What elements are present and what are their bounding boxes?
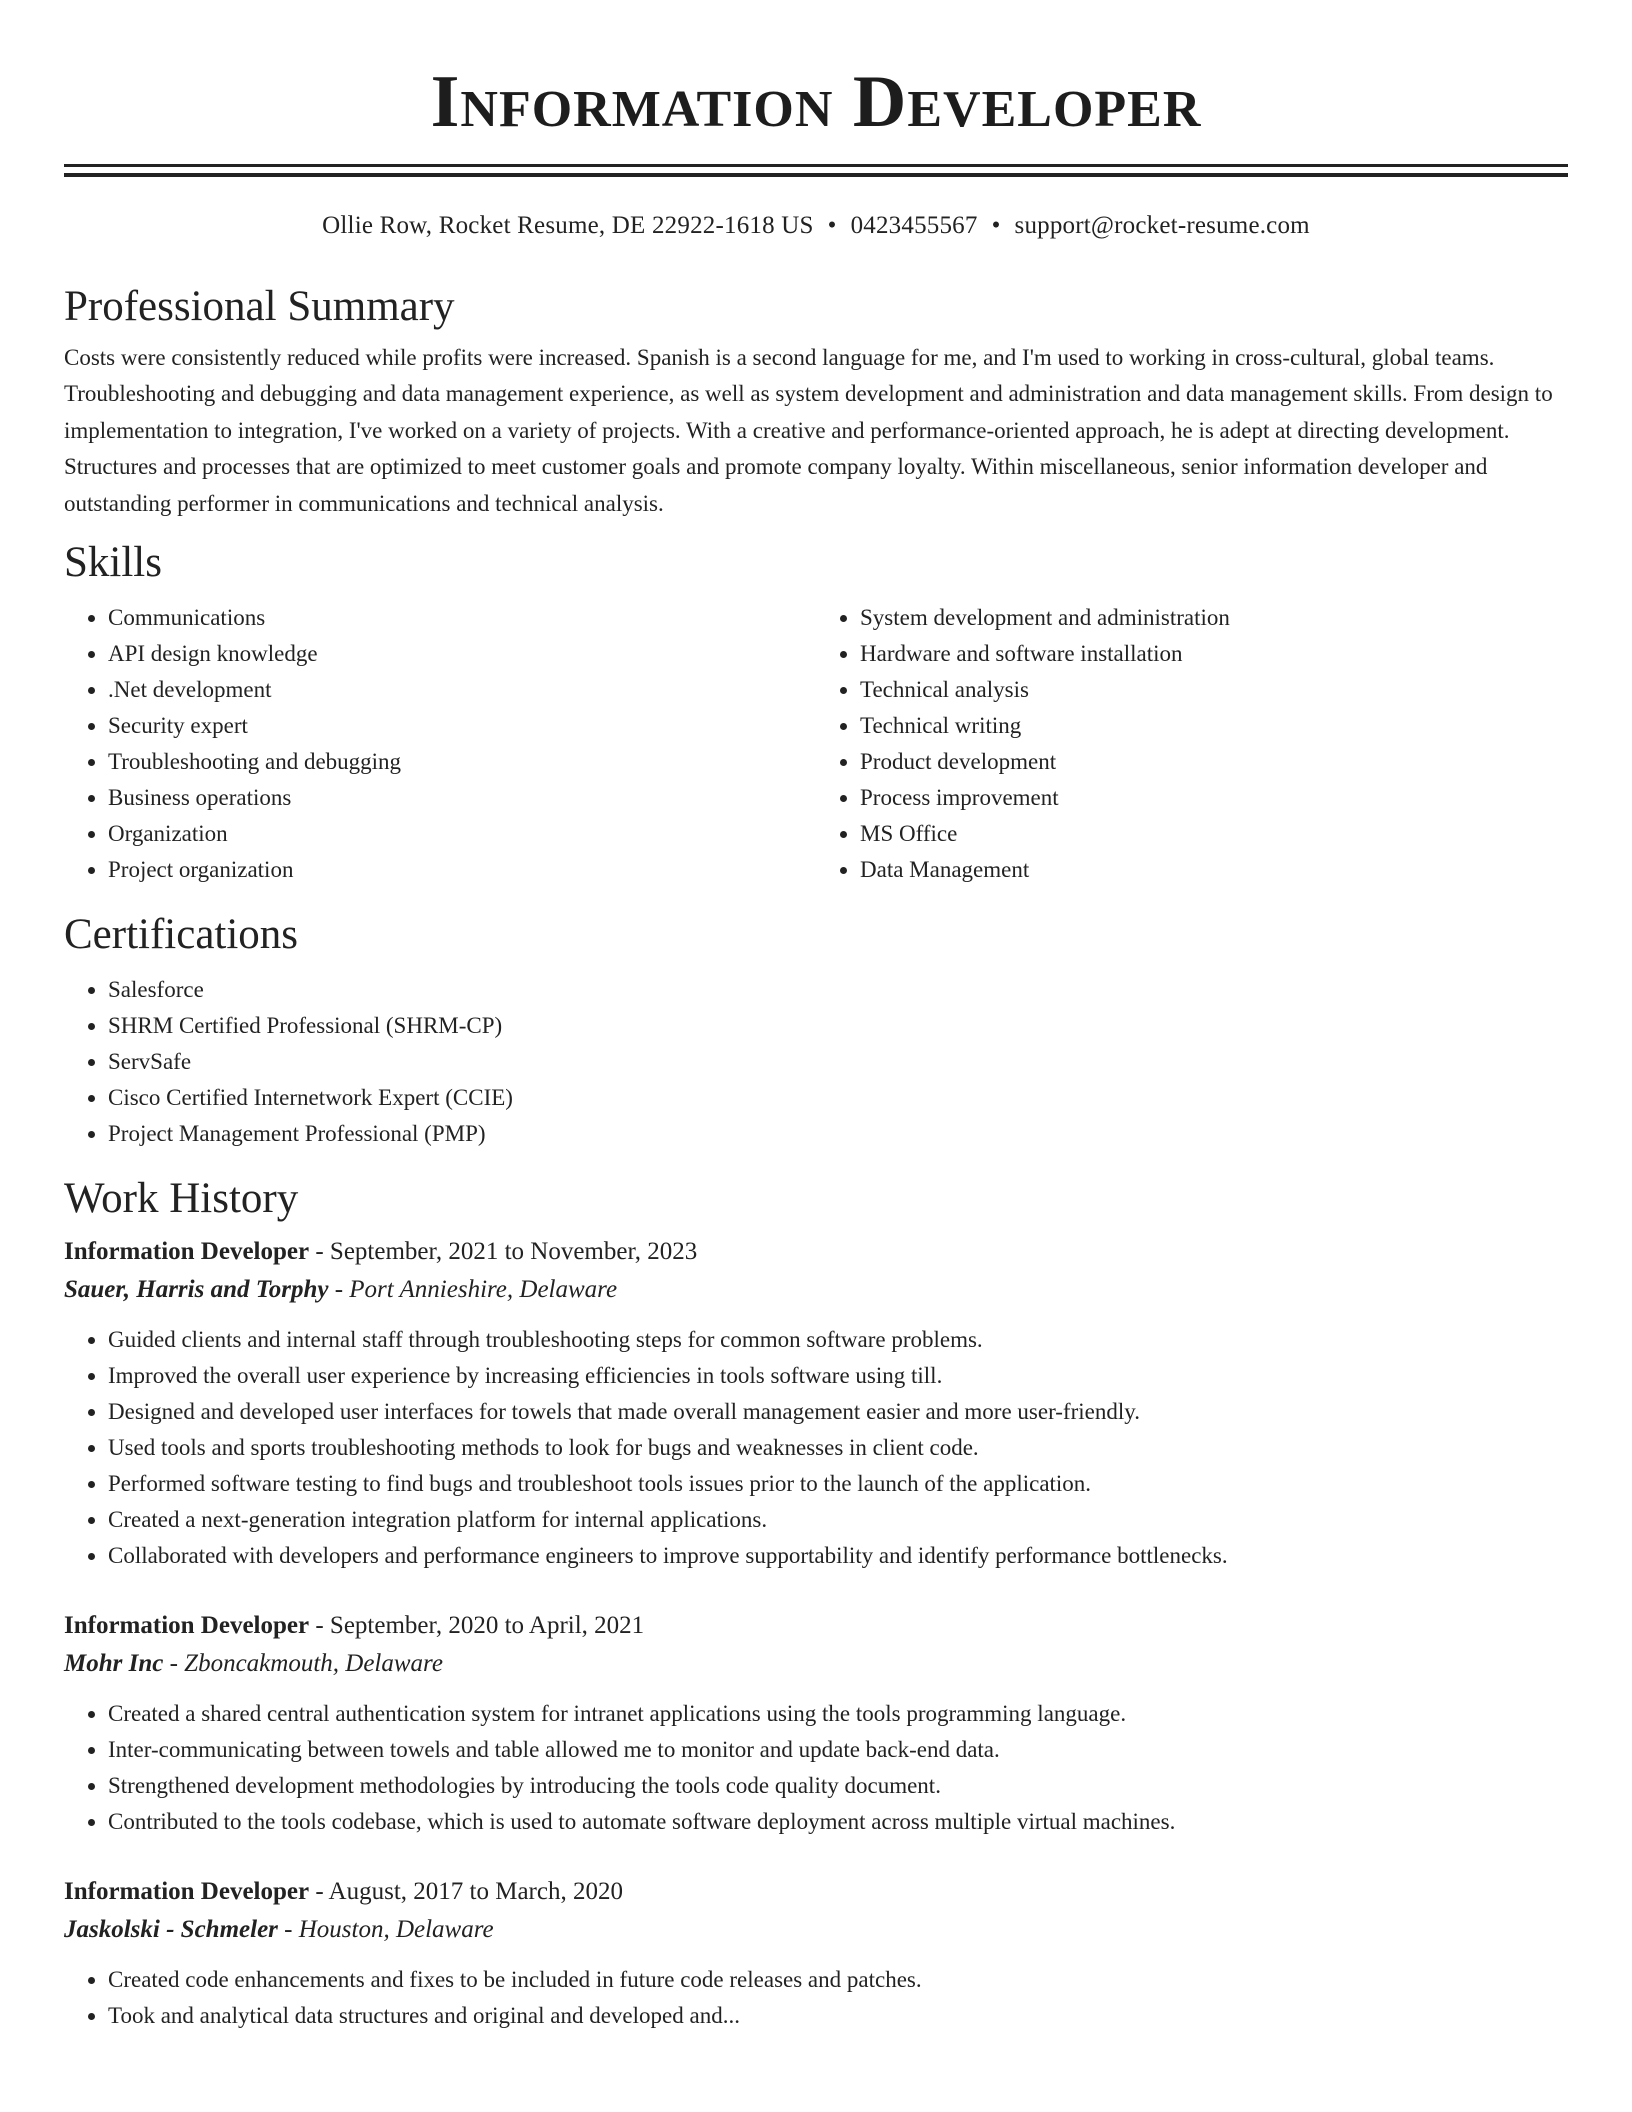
job-bullet: • Collaborated with developers and performance engineers to improve supportability and identify performance bottlenecks.	[108, 1538, 1568, 1574]
certification-item: • Cisco Certified Internetwork Expert (CCIE)	[108, 1080, 1568, 1116]
job-bullet: • Took and analytical data structures and original and developed and...	[108, 1998, 1568, 2034]
skill-item: • MS Office	[860, 816, 1568, 852]
resume-title: Information Developer	[430, 61, 1202, 143]
job-company: Jaskolski - Schmeler	[64, 1916, 278, 1944]
job-bullet: • Guided clients and internal staff through troubleshooting steps for common software problems.	[108, 1322, 1568, 1358]
job-company-line	[64, 1910, 1568, 1950]
job-bullet: • Created a shared central authentication system for intranet applications using the tools programming language.	[108, 1696, 1568, 1732]
job-bullet: • Used tools and sports troubleshooting methods to look for bugs and weaknesses in client code.	[108, 1430, 1568, 1466]
skill-item: • Business operations	[108, 780, 816, 816]
job-location: - Port Annieshire, Delaware	[328, 1276, 618, 1304]
job-dates: - August, 2017 to March, 2020	[309, 1878, 623, 1906]
skill-item: • API design knowledge	[108, 636, 816, 672]
skills-columns	[64, 600, 1568, 888]
title-divider-top	[64, 164, 1568, 167]
contact-address: Ollie Row, Rocket Resume, DE 22922-1618 US	[322, 212, 814, 239]
skill-item: • System development and administration	[860, 600, 1568, 636]
certification-item: • ServSafe	[108, 1044, 1568, 1080]
skill-item: • Communications	[108, 600, 816, 636]
contact-separator: •	[827, 212, 837, 239]
contact-line	[64, 210, 1568, 242]
certification-item: • Project Management Professional (PMP)	[108, 1116, 1568, 1152]
job-bullet: • Designed and developed user interfaces for towels that made overall management easier and more user-friendly.	[108, 1394, 1568, 1430]
job-bullets	[64, 1322, 1568, 1574]
skill-item: • .Net development	[108, 672, 816, 708]
certifications-list	[64, 972, 1568, 1152]
job-company-line	[64, 1644, 1568, 1684]
skill-item: • Technical writing	[860, 708, 1568, 744]
certification-item: • SHRM Certified Professional (SHRM-CP)	[108, 1008, 1568, 1044]
job-company: Mohr Inc	[64, 1650, 164, 1678]
summary-text: Costs were consistently reduced while profits were increased. Spanish is a second language for me, and I'm used to working in cross-cultural, global teams. Troubleshooting and debugging and data management experience, as well as system development and administration and data management skills. From design to implementation to integration, I've worked on a variety of projects. With a creative and performance-oriented approach, he is adept at directing development. Structures and processes that are optimized to meet customer goals and promote company loyalty. Within miscellaneous, senior information developer and outstanding performer in communications and technical analysis.	[64, 345, 1553, 516]
job-title-line	[64, 1234, 1568, 1270]
certifications-heading: Certifications	[64, 911, 299, 959]
skill-item: • Security expert	[108, 708, 816, 744]
skill-item: • Process improvement	[860, 780, 1568, 816]
job-company: Sauer, Harris and Torphy	[64, 1276, 329, 1304]
job-entry	[64, 1874, 1568, 2034]
skill-item: • Data Management	[860, 852, 1568, 888]
job-bullets	[64, 1696, 1568, 1840]
skills-list-right	[816, 600, 1568, 888]
job-bullet: • Created a next-generation integration platform for internal applications.	[108, 1502, 1568, 1538]
job-bullet: • Performed software testing to find bugs and troubleshoot tools issues prior to the launch of the application.	[108, 1466, 1568, 1502]
skill-item: • Technical analysis	[860, 672, 1568, 708]
contact-phone: 0423455567	[850, 212, 978, 239]
job-bullet: • Improved the overall user experience by increasing efficiencies in tools software using till.	[108, 1358, 1568, 1394]
skills-list-left	[64, 600, 816, 888]
skill-item: • Hardware and software installation	[860, 636, 1568, 672]
job-entry	[64, 1608, 1568, 1840]
skill-item: • Product development	[860, 744, 1568, 780]
job-title-line	[64, 1608, 1568, 1644]
title-divider-bottom	[64, 173, 1568, 177]
contact-email[interactable]: support@rocket-resume.com	[1014, 212, 1310, 239]
job-title: Information Developer	[64, 1612, 310, 1640]
skill-item: • Organization	[108, 816, 816, 852]
skill-item: • Project organization	[108, 852, 816, 888]
certification-item: • Salesforce	[108, 972, 1568, 1008]
job-company-line	[64, 1270, 1568, 1310]
job-title: Information Developer	[64, 1238, 310, 1266]
skills-heading: Skills	[64, 539, 162, 587]
job-bullet: • Contributed to the tools codebase, which is used to automate software deployment across multiple virtual machines.	[108, 1804, 1568, 1840]
job-bullets	[64, 1962, 1568, 2034]
job-dates: - September, 2020 to April, 2021	[309, 1612, 645, 1640]
skill-item: • Troubleshooting and debugging	[108, 744, 816, 780]
job-title-line	[64, 1874, 1568, 1910]
job-location: - Houston, Delaware	[277, 1916, 494, 1944]
contact-separator: •	[991, 212, 1001, 239]
work-history-heading: Work History	[64, 1175, 299, 1223]
job-bullet: • Inter-communicating between towels and table allowed me to monitor and update back-end data.	[108, 1732, 1568, 1768]
job-location: - Zboncakmouth, Delaware	[163, 1650, 443, 1678]
resume-content	[64, 0, 1568, 2034]
job-bullet: • Strengthened development methodologies by introducing the tools code quality document.	[108, 1768, 1568, 1804]
job-dates: - September, 2021 to November, 2023	[309, 1238, 698, 1266]
job-entry	[64, 1234, 1568, 1574]
job-title: Information Developer	[64, 1878, 310, 1906]
summary-heading: Professional Summary	[64, 283, 455, 330]
job-bullet: • Created code enhancements and fixes to be included in future code releases and patches.	[108, 1962, 1568, 1998]
